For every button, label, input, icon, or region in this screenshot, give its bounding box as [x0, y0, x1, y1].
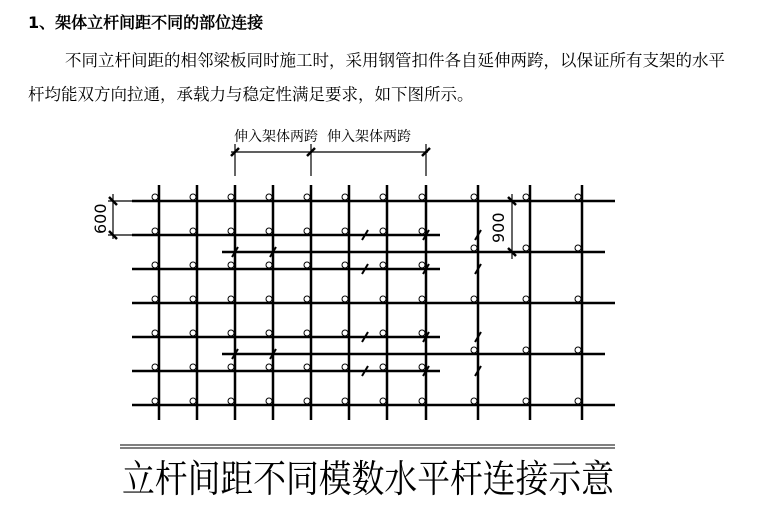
coupler-node [471, 296, 477, 302]
coupler-node [342, 296, 348, 302]
coupler-node [523, 245, 529, 251]
coupler-node [152, 228, 158, 234]
coupler-node [419, 296, 425, 302]
span-dimension [231, 144, 430, 176]
span-label-2: 伸入架体两跨 [327, 129, 411, 145]
coupler-node [266, 194, 272, 200]
coupler-node [575, 245, 581, 251]
scaffold-grid [132, 185, 615, 420]
figure-caption: 立杆间距不同模数水平杆连接示意 [122, 457, 614, 501]
coupler-node [152, 194, 158, 200]
span-label-1: 伸入架体两跨 [234, 129, 318, 145]
coupler-node [419, 194, 425, 200]
coupler-node [575, 347, 581, 353]
coupler-node [342, 330, 348, 336]
coupler-node [190, 364, 196, 370]
coupler-node [380, 262, 386, 268]
coupler-node [152, 398, 158, 404]
coupler-node [342, 262, 348, 268]
coupler-node [228, 194, 234, 200]
dim-right-label: 900 [489, 212, 508, 243]
coupler-node [523, 347, 529, 353]
coupler-node [419, 262, 425, 268]
coupler-node [380, 330, 386, 336]
coupler-node [523, 398, 529, 404]
coupler-node [190, 330, 196, 336]
coupler-node [266, 228, 272, 234]
coupler-node [575, 296, 581, 302]
coupler-node [523, 194, 529, 200]
coupler-node [152, 296, 158, 302]
coupler-node [304, 296, 310, 302]
section-heading: 1、架体立杆间距不同的部位连接 [28, 13, 264, 32]
coupler-node [266, 296, 272, 302]
coupler-node [380, 296, 386, 302]
coupler-node [419, 228, 425, 234]
coupler-node [266, 262, 272, 268]
coupler-node [152, 262, 158, 268]
coupler-node [266, 364, 272, 370]
coupler-node [380, 398, 386, 404]
coupler-node [228, 364, 234, 370]
body-paragraph: 不同立杆间距的相邻梁板同时施工时，采用钢管扣件各自延伸两跨，以保证所有支架的水平杆均能双方向拉通，承载力与稳定性满足要求，如下图所示。 [28, 51, 725, 104]
coupler-node [380, 194, 386, 200]
coupler-node [575, 194, 581, 200]
coupler-node [190, 194, 196, 200]
coupler-node [342, 194, 348, 200]
dim-left-label: 600 [91, 203, 110, 234]
coupler-node [228, 296, 234, 302]
coupler-node [228, 228, 234, 234]
coupler-node [228, 330, 234, 336]
coupler-node [419, 398, 425, 404]
coupler-node [304, 228, 310, 234]
coupler-node [228, 262, 234, 268]
coupler-node [419, 364, 425, 370]
coupler-node [342, 398, 348, 404]
coupler-node [190, 296, 196, 302]
coupler-node [266, 398, 272, 404]
coupler-node [304, 398, 310, 404]
coupler-node [228, 398, 234, 404]
coupler-node [190, 262, 196, 268]
coupler-node [304, 364, 310, 370]
coupler-node [342, 364, 348, 370]
coupler-node [190, 398, 196, 404]
coupler-node [471, 194, 477, 200]
coupler-node [152, 330, 158, 336]
coupler-node [575, 398, 581, 404]
coupler-node [380, 228, 386, 234]
coupler-node [152, 364, 158, 370]
coupler-node [380, 364, 386, 370]
coupler-node [304, 194, 310, 200]
coupler-node [304, 330, 310, 336]
coupler-node [419, 330, 425, 336]
coupler-node [266, 330, 272, 336]
coupler-node [523, 296, 529, 302]
coupler-node [471, 245, 477, 251]
coupler-node [471, 398, 477, 404]
coupler-node [471, 347, 477, 353]
coupler-node [190, 228, 196, 234]
coupler-node [304, 262, 310, 268]
coupler-node [342, 228, 348, 234]
